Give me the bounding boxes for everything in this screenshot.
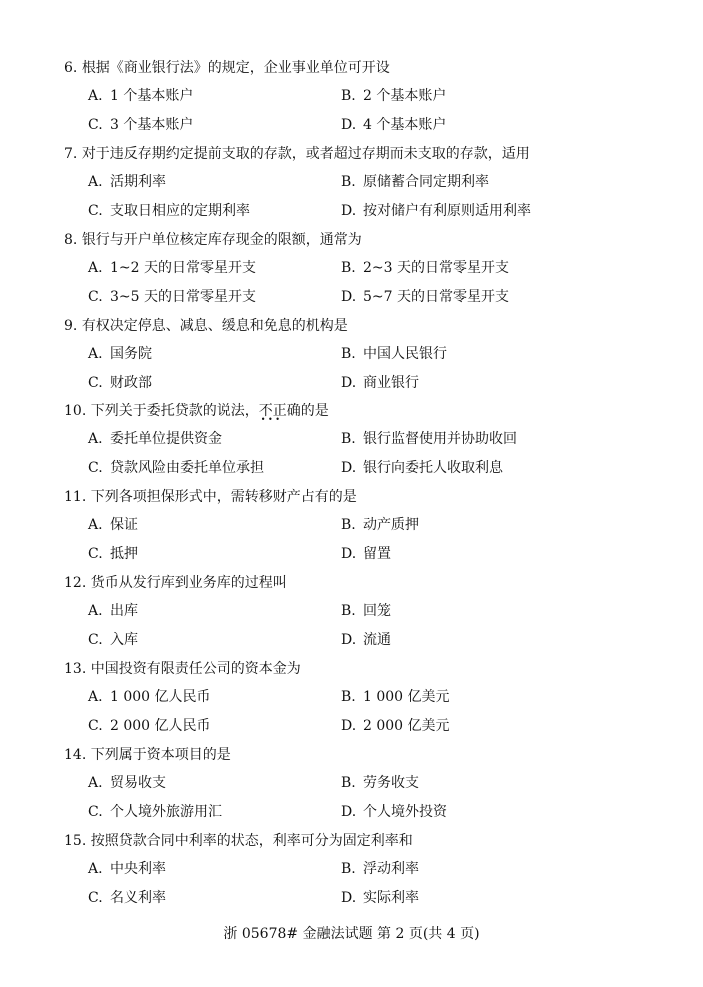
option-c — [88, 544, 138, 564]
option-letter: D. — [341, 546, 357, 562]
option-a — [88, 859, 166, 879]
option-text: 3 个基本账户 — [110, 117, 194, 133]
option-text: 商业银行 — [363, 375, 419, 391]
option-letter: A. — [88, 346, 103, 362]
option-b — [341, 172, 489, 192]
question-stem — [64, 745, 231, 765]
option-a — [88, 601, 138, 621]
option-letter: D. — [341, 375, 357, 391]
option-letter: B. — [341, 603, 356, 619]
option-text: 劳务收支 — [363, 775, 419, 791]
option-c — [88, 201, 250, 221]
option-text: 银行向委托人收取利息 — [363, 460, 503, 476]
option-text: 出库 — [110, 603, 138, 619]
page-footer: 浙 05678# 金融法试题 第 2 页(共 4 页) — [223, 926, 480, 942]
option-text: 2 个基本账户 — [363, 88, 447, 104]
option-b — [341, 344, 447, 364]
option-text: 留置 — [363, 546, 391, 562]
option-text: 原储蓄合同定期利率 — [363, 174, 489, 190]
option-text: 活期利率 — [110, 174, 166, 190]
option-letter: B. — [341, 88, 356, 104]
option-text: 4 个基本账户 — [363, 117, 447, 133]
question-stem — [64, 659, 301, 679]
option-letter: A. — [88, 861, 103, 877]
option-a — [88, 515, 138, 535]
option-letter: A. — [88, 517, 103, 533]
option-text: 动产质押 — [363, 517, 419, 533]
option-b — [341, 859, 419, 879]
question-number: 7. — [64, 146, 78, 162]
option-text: 中央利率 — [110, 861, 166, 877]
option-letter: D. — [341, 203, 357, 219]
option-text: 浮动利率 — [363, 861, 419, 877]
option-text: 个人境外投资 — [363, 804, 447, 820]
question-stem — [64, 230, 362, 250]
option-b — [341, 687, 450, 707]
option-letter: D. — [341, 632, 357, 648]
question-number: 6. — [64, 60, 78, 76]
option-letter: C. — [88, 546, 103, 562]
option-letter: B. — [341, 689, 356, 705]
option-text: 贷款风险由委托单位承担 — [110, 460, 264, 476]
option-c — [88, 802, 222, 822]
option-text: 委托单位提供资金 — [110, 431, 222, 447]
option-letter: A. — [88, 603, 103, 619]
question-text: 银行与开户单位核定库存现金的限额，通常为 — [81, 232, 362, 248]
question-number: 12. — [64, 575, 87, 591]
option-text: 3~5 天的日常零星开支 — [110, 289, 256, 305]
option-b — [341, 773, 419, 793]
option-letter: D. — [341, 890, 357, 906]
option-letter: C. — [88, 632, 103, 648]
question-text-suffix: 的是 — [300, 403, 329, 419]
question-text: 根据《商业银行法》的规定，企业事业单位可开设 — [81, 60, 390, 76]
question-text-prefix: 下列关于委托贷款的说法， — [90, 403, 259, 419]
option-text: 国务院 — [110, 346, 152, 362]
option-letter: C. — [88, 804, 103, 820]
question-text: 下列各项担保形式中，需转移财产占有的是 — [90, 489, 357, 505]
option-a — [88, 687, 211, 707]
option-letter: B. — [341, 260, 356, 276]
option-text: 2 000 亿人民币 — [110, 718, 211, 734]
option-text: 回笼 — [363, 603, 391, 619]
question-stem — [64, 831, 413, 851]
option-letter: A. — [88, 260, 103, 276]
option-text: 1 000 亿美元 — [363, 689, 450, 705]
option-letter: D. — [341, 289, 357, 305]
option-letter: B. — [341, 174, 356, 190]
question-stem — [64, 316, 348, 336]
option-d — [341, 888, 419, 908]
option-b — [341, 515, 419, 535]
option-text: 贸易收支 — [110, 775, 166, 791]
option-d — [341, 802, 447, 822]
question-text: 下列属于资本项目的是 — [90, 747, 231, 763]
option-text: 名义利率 — [110, 890, 166, 906]
option-c — [88, 373, 152, 393]
question-stem — [64, 487, 357, 507]
option-d — [341, 716, 450, 736]
option-d — [341, 287, 509, 307]
option-d — [341, 201, 531, 221]
question-stem — [64, 58, 390, 78]
option-a — [88, 344, 152, 364]
option-d — [341, 373, 419, 393]
option-letter: B. — [341, 346, 356, 362]
option-letter: B. — [341, 861, 356, 877]
option-c — [88, 458, 264, 478]
option-letter: B. — [341, 517, 356, 533]
option-a — [88, 172, 166, 192]
option-letter: C. — [88, 375, 103, 391]
option-text: 抵押 — [110, 546, 138, 562]
option-b — [341, 601, 391, 621]
option-text: 银行监督使用并协助收回 — [363, 431, 517, 447]
option-text: 流通 — [363, 632, 391, 648]
question-number: 11. — [64, 489, 87, 505]
question-text: 货币从发行库到业务库的过程叫 — [90, 575, 287, 591]
option-b — [341, 258, 509, 278]
option-text: 2 000 亿美元 — [363, 718, 450, 734]
question-stem — [64, 144, 530, 164]
option-letter: D. — [341, 460, 357, 476]
question-number: 10. — [64, 403, 87, 419]
question-text: 按照贷款合同中利率的状态，利率可分为固定利率和 — [90, 833, 413, 849]
option-c — [88, 630, 138, 650]
question-number: 9. — [64, 318, 78, 334]
option-a — [88, 773, 166, 793]
option-text: 实际利率 — [363, 890, 419, 906]
option-letter: B. — [341, 431, 356, 447]
option-c — [88, 716, 211, 736]
option-d — [341, 458, 503, 478]
option-letter: A. — [88, 431, 103, 447]
option-text: 5~7 天的日常零星开支 — [363, 289, 509, 305]
question-stem — [64, 573, 287, 593]
option-letter: A. — [88, 775, 103, 791]
question-text: 对于违反存期约定提前支取的存款，或者超过存期而未支取的存款，适用 — [81, 146, 530, 162]
option-text: 中国人民银行 — [363, 346, 447, 362]
option-letter: D. — [341, 117, 357, 133]
question-number: 14. — [64, 747, 87, 763]
option-b — [341, 429, 517, 449]
option-letter: A. — [88, 174, 103, 190]
option-text: 财政部 — [110, 375, 152, 391]
option-a — [88, 429, 222, 449]
option-text: 按对储户有利原则适用利率 — [363, 203, 531, 219]
option-text: 1 个基本账户 — [110, 88, 194, 104]
option-letter: D. — [341, 804, 357, 820]
option-text: 1~2 天的日常零星开支 — [110, 260, 256, 276]
question-text: 有权决定停息、减息、缓息和免息的机构是 — [81, 318, 348, 334]
option-d — [341, 630, 391, 650]
option-letter: C. — [88, 289, 103, 305]
option-letter: C. — [88, 460, 103, 476]
option-text: 个人境外旅游用汇 — [110, 804, 222, 820]
emphasis-mark: 不正确 • • • — [259, 401, 301, 421]
question-number: 15. — [64, 833, 87, 849]
option-letter: D. — [341, 718, 357, 734]
option-a — [88, 258, 256, 278]
option-d — [341, 544, 391, 564]
option-text: 保证 — [110, 517, 138, 533]
question-stem — [64, 401, 329, 421]
option-letter: C. — [88, 890, 103, 906]
option-a — [88, 86, 193, 106]
option-b — [341, 86, 446, 106]
option-d — [341, 115, 446, 135]
question-text: 中国投资有限责任公司的资本金为 — [90, 661, 301, 677]
option-c — [88, 888, 166, 908]
option-letter: A. — [88, 88, 103, 104]
question-number: 8. — [64, 232, 78, 248]
option-text: 2~3 天的日常零星开支 — [363, 260, 509, 276]
option-letter: A. — [88, 689, 103, 705]
option-c — [88, 287, 256, 307]
option-letter: C. — [88, 203, 103, 219]
option-letter: C. — [88, 718, 103, 734]
option-letter: B. — [341, 775, 356, 791]
question-number: 13. — [64, 661, 87, 677]
option-letter: C. — [88, 117, 103, 133]
option-text: 支取日相应的定期利率 — [110, 203, 250, 219]
option-c — [88, 115, 193, 135]
option-text: 1 000 亿人民币 — [110, 689, 211, 705]
option-text: 入库 — [110, 632, 138, 648]
